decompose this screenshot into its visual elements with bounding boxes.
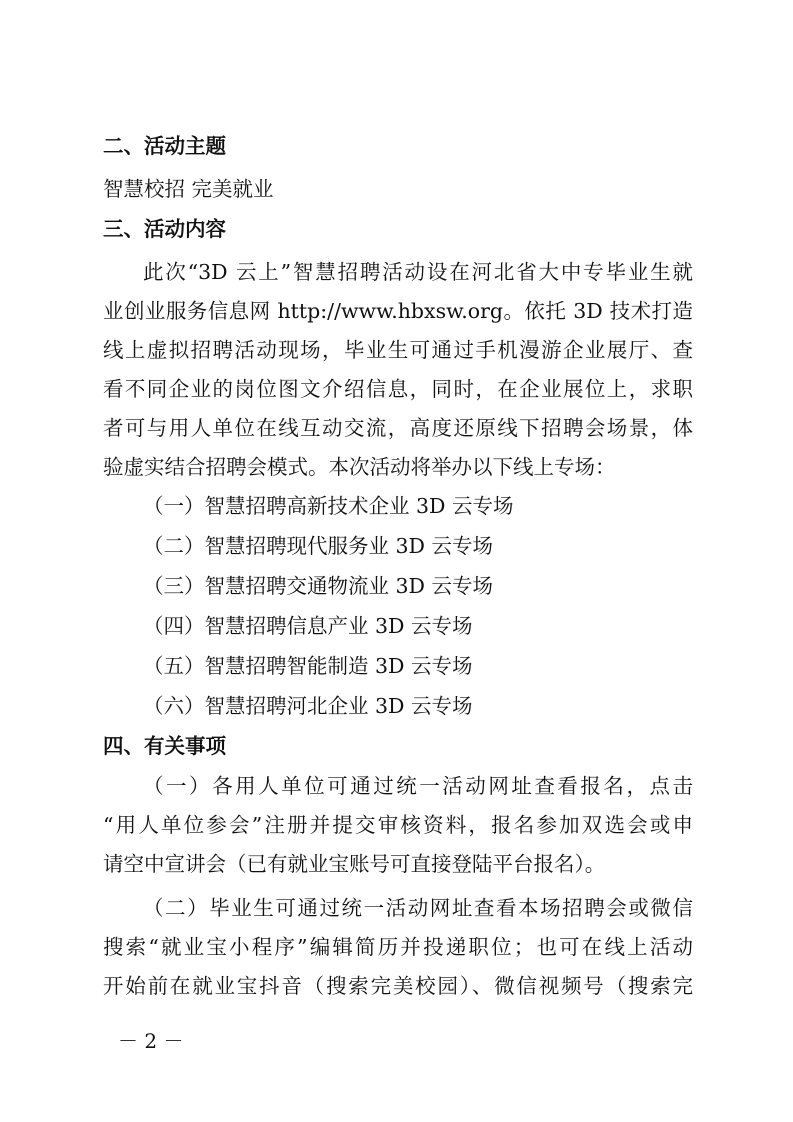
paragraph-line: “用人单位参会”注册并提交审核资料，报名参加双选会或申: [103, 813, 693, 837]
paragraph-line: （二）毕业生可通过统一活动网址查看本场招聘会或微信: [143, 896, 693, 920]
theme-text: 智慧校招 完美就业: [103, 177, 274, 201]
list-item: （四）智慧招聘信息产业 3D 云专场: [143, 614, 473, 638]
paragraph-line: 者可与用人单位在线互动交流，高度还原线下招聘会场景，体: [103, 416, 693, 440]
section-heading-theme: 二、活动主题: [103, 134, 226, 158]
list-item: （一）智慧招聘高新技术企业 3D 云专场: [143, 494, 514, 518]
paragraph-line: 请空中宣讲会（已有就业宝账号可直接登陆平台报名）。: [103, 852, 606, 876]
list-item: （五）智慧招聘智能制造 3D 云专场: [143, 654, 473, 678]
list-item: （二）智慧招聘现代服务业 3D 云专场: [143, 534, 494, 558]
paragraph-line: （一）各用人单位可通过统一活动网址查看报名，点击: [143, 774, 693, 798]
paragraph-line: 线上虚拟招聘活动现场，毕业生可通过手机漫游企业展厅、查: [103, 338, 693, 362]
list-item: （六）智慧招聘河北企业 3D 云专场: [143, 694, 473, 718]
paragraph-line: 开始前在就业宝抖音（搜索完美校园）、微信视频号（搜索完: [103, 974, 693, 998]
paragraph-line: 业创业服务信息网 http://www.hbxsw.org。依托 3D 技术打造: [103, 299, 693, 323]
paragraph-line: 搜索“就业宝小程序”编辑简历并投递职位；也可在线上活动: [103, 935, 693, 959]
section-heading-matters: 四、有关事项: [103, 734, 226, 758]
page-number: － 2 －: [118, 1029, 184, 1053]
paragraph-line: 此次“3D 云上”智慧招聘活动设在河北省大中专毕业生就: [143, 260, 693, 284]
paragraph-line: 验虚实结合招聘会模式。本次活动将举办以下线上专场：: [103, 455, 616, 479]
paragraph-line: 看不同企业的岗位图文介绍信息，同时，在企业展位上，求职: [103, 377, 693, 401]
list-item: （三）智慧招聘交通物流业 3D 云专场: [143, 574, 494, 598]
section-heading-content: 三、活动内容: [103, 217, 226, 241]
